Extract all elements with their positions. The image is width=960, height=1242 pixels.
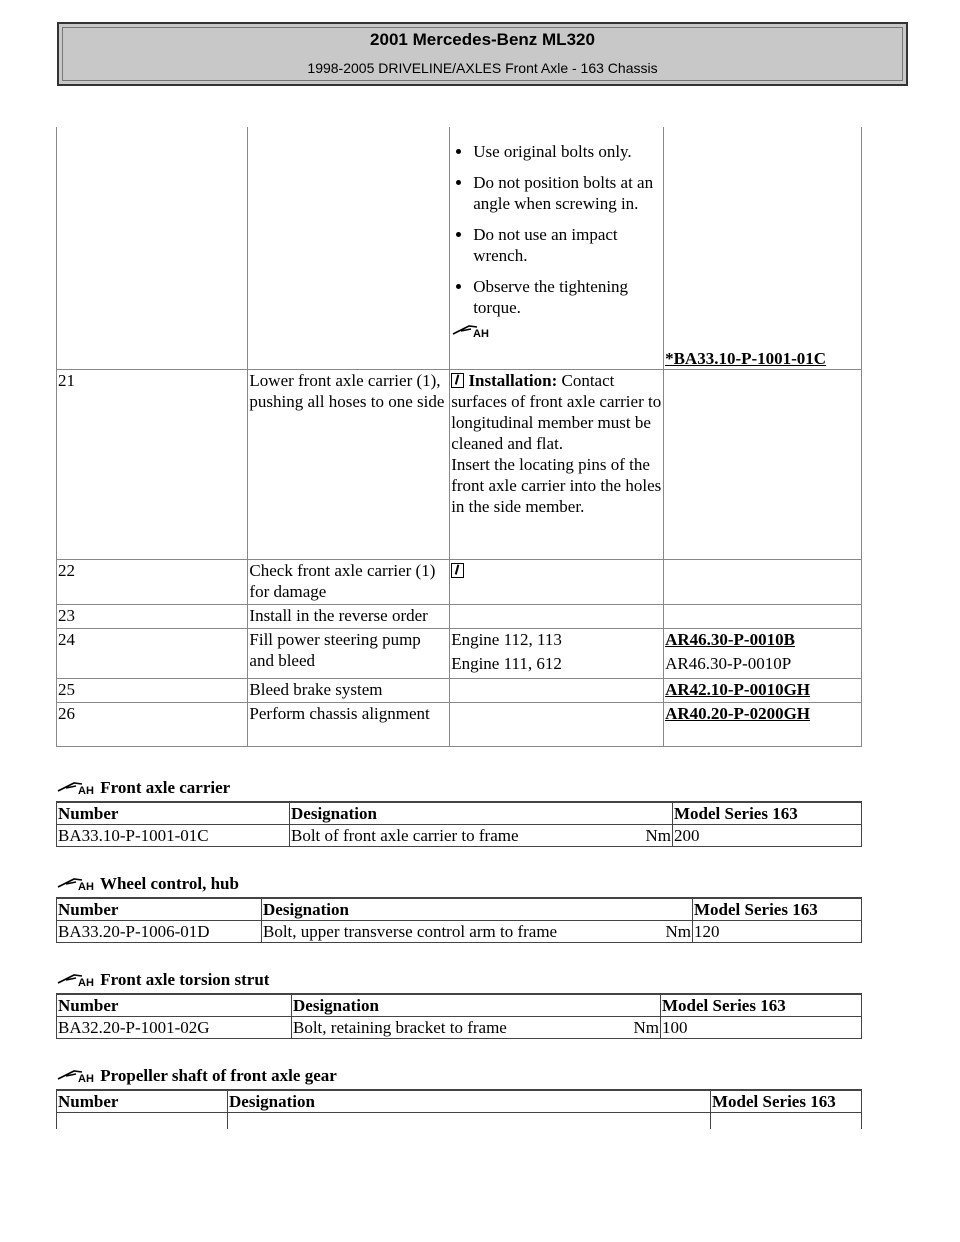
torque-reference-icon (56, 779, 96, 800)
table-row (57, 1017, 862, 1039)
step-number: 24 (57, 628, 248, 678)
step-number: 22 (57, 559, 248, 604)
table-row (57, 678, 862, 702)
svg-text:AH: AH (78, 976, 94, 987)
table-row (57, 604, 862, 628)
step-action: Check front axle carrier (1) for damage (248, 559, 450, 604)
table-row (57, 702, 862, 746)
column-header: Designation (228, 1090, 711, 1113)
spec-table (56, 801, 862, 847)
svg-text:AH: AH (78, 784, 94, 795)
table-row (57, 127, 862, 369)
spec-table (56, 1089, 862, 1129)
column-header: Designation (290, 802, 673, 825)
spec-number: BA32.20-P-1001-02G (57, 1017, 292, 1039)
list-item: • Observe the tightening torque. (473, 276, 662, 318)
bullet-list (451, 141, 662, 318)
step-action: Lower front axle carrier (1), pushing all hoses to one side (248, 369, 450, 559)
reference-link[interactable]: AR40.20-P-0200GH (665, 703, 811, 723)
spec-number: BA33.10-P-1001-01C (57, 825, 290, 847)
torque-reference-icon (56, 875, 96, 896)
table-row (57, 921, 862, 943)
column-header: Number (57, 898, 262, 921)
table-row (57, 994, 862, 1017)
procedure-table (56, 127, 862, 747)
installation-icon (451, 373, 464, 388)
reference-link[interactable]: *BA33.10-P-1001-01C (665, 348, 827, 368)
step-condition (450, 628, 664, 678)
note-label: Installation: (468, 370, 558, 390)
spec-number: BA33.20-P-1006-01D (57, 921, 262, 943)
reference-link[interactable]: AR46.30-P-0010B (665, 629, 795, 649)
column-header: Model Series 163 (693, 898, 862, 921)
reference-text: AR46.30-P-0010P (665, 653, 792, 673)
reference-link[interactable]: AR42.10-P-0010GH (665, 679, 811, 699)
page-subtitle: 1998-2005 DRIVELINE/AXLES Front Axle - 163 Chassis (307, 60, 658, 76)
column-header: Designation (262, 898, 693, 921)
section-title: AH Front axle torsion strut (56, 970, 269, 992)
spec-value: 100 (661, 1017, 862, 1039)
section-title: AH Wheel control, hub (56, 874, 239, 896)
list-item: • Do not use an impact wrench. (473, 224, 662, 266)
engine-condition: Engine 111, 612 (451, 653, 562, 673)
table-row (57, 559, 862, 604)
list-item: • Use original bolts only. (473, 141, 662, 162)
reference-cell (664, 628, 862, 678)
torque-reference-icon (56, 971, 96, 992)
table-row (57, 628, 862, 678)
step-action: Perform chassis alignment (248, 702, 450, 746)
engine-condition: Engine 112, 113 (451, 629, 562, 649)
column-header: Number (57, 802, 290, 825)
torque-reference-icon (451, 322, 491, 343)
column-header: Model Series 163 (661, 994, 862, 1017)
table-row (57, 369, 862, 559)
installation-icon (451, 563, 464, 578)
spec-table (56, 993, 862, 1039)
step-number: 23 (57, 604, 248, 628)
spec-value: 200 (673, 825, 862, 847)
svg-text:AH: AH (473, 327, 490, 338)
table-row (57, 1090, 862, 1113)
svg-text:AH: AH (78, 1072, 94, 1083)
spec-table (56, 897, 862, 943)
column-header: Number (57, 1090, 228, 1113)
table-row (57, 825, 862, 847)
table-row (57, 898, 862, 921)
note-text: Contact surfaces of front axle carrier to longitudinal member must be cleaned and flat. (451, 370, 662, 453)
page-title: 2001 Mercedes-Benz ML320 (370, 30, 595, 49)
step-number: 26 (57, 702, 248, 746)
step-number: 25 (57, 678, 248, 702)
torque-reference-icon (56, 1067, 96, 1088)
spec-designation: Bolt, retaining bracket to frame Nm (293, 1018, 659, 1037)
step-note (450, 369, 664, 559)
step-action: Install in the reverse order (248, 604, 450, 628)
spec-value: 120 (693, 921, 862, 943)
section-title: AH Propeller shaft of front axle gear (56, 1066, 337, 1088)
column-header: Number (57, 994, 292, 1017)
step-number: 21 (57, 369, 248, 559)
svg-text:AH: AH (78, 880, 94, 891)
column-header: Model Series 163 (673, 802, 862, 825)
reference-cell (664, 678, 862, 702)
table-row (57, 802, 862, 825)
reference-cell (664, 702, 862, 746)
spec-designation: Bolt of front axle carrier to frame Nm (291, 826, 671, 845)
reference-cell (664, 127, 862, 369)
page-header (57, 22, 908, 86)
spec-designation: Bolt, upper transverse control arm to frame Nm (263, 922, 691, 941)
note-text-2: Insert the locating pins of the front axle carrier into the holes in the side member. (451, 454, 662, 516)
step-action: Bleed brake system (248, 678, 450, 702)
section-title: AH Front axle carrier (56, 778, 230, 800)
column-header: Model Series 163 (711, 1090, 862, 1113)
column-header: Designation (292, 994, 661, 1017)
list-item: • Do not position bolts at an angle when screwing in. (473, 172, 662, 214)
step-action: Fill power steering pump and bleed (248, 628, 450, 678)
step-note (450, 559, 664, 604)
table-row (57, 1113, 862, 1129)
notes-cell (450, 127, 664, 369)
